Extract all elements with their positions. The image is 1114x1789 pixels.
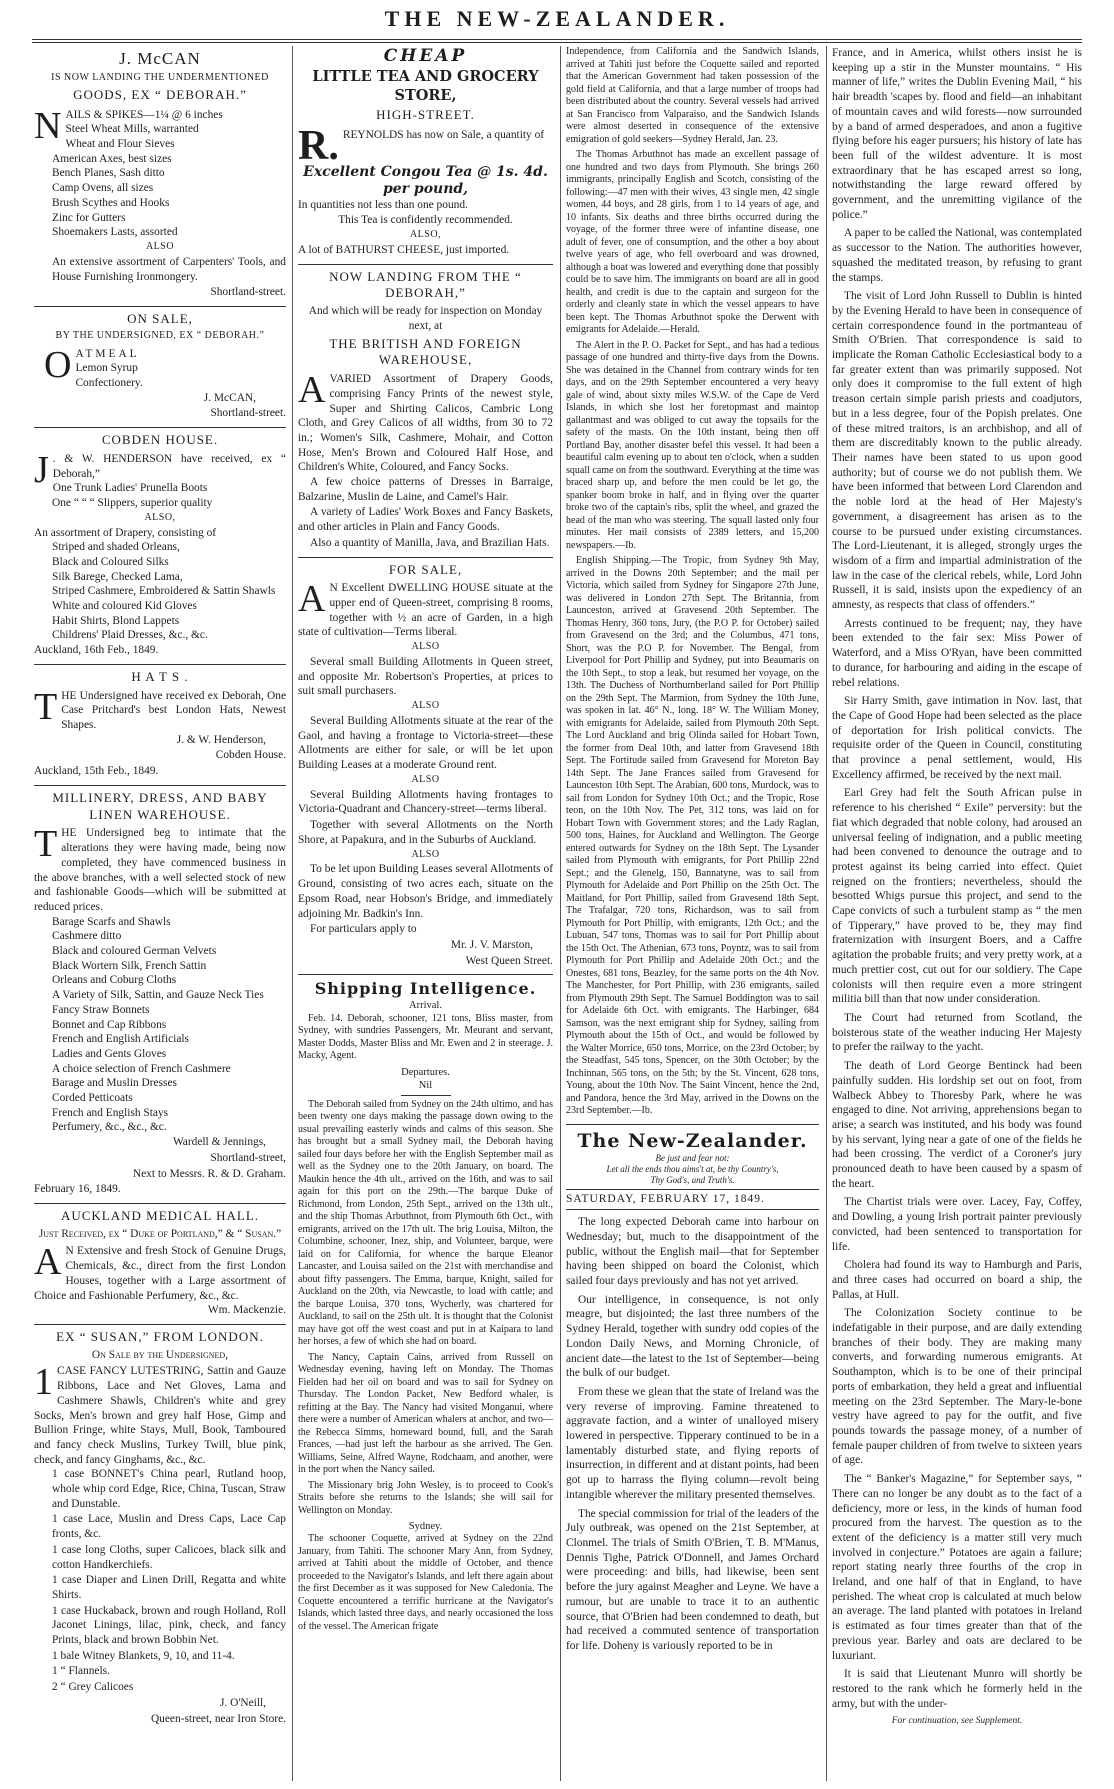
- motto-line: Thy God's, and Truth's.: [650, 1174, 735, 1185]
- column-2: [298, 46, 553, 1781]
- editorial-text: Our intelligence, in consequence, is not only meagre, but disjointed; the last three numbers of the Sydney Herald, together with sundry odd copies of the London Daily News, and Morning Chronicle, of ancient date—the latest to the 1st of September—being the bulk of our budget.: [566, 1293, 819, 1380]
- ad-line: French and English Stays: [52, 1106, 169, 1119]
- ad-text: CASE FANCY LUTESTRING, Sattin and Gauze Ribbons, Lace and Net Gloves, Lama and Cashmere Shawls, Children's white and grey Socks, Men's brown and grey half Hose, Gimp and Bullion Fringe, white Stays, Mull, Book, Tamboured and fancy check Muslins, Turkey Twill, blue pink, check, and fancy Ginghams, &c., &c.: [34, 1365, 286, 1466]
- ad-heading: H A T S .: [131, 668, 189, 684]
- news-text: Independence, from California and the Sandwich Islands, arrived at Tahiti just before the Coquette sailed and reported that the American Government had taken possession of the gold field at California, and that a large number of troops had been distributed about the country. Several vessels had arrived at San Francisco from Valparaiso, and the Sandwich Islands were almost deserted in consequence of the extensive emigration of gold seekers—Sydney Herald, Jan. 23.: [566, 46, 819, 145]
- ad-text: In quantities not less than one pound.: [298, 198, 468, 211]
- ad-signature: Wardell & Jennings,: [172, 1136, 266, 1149]
- ad-cobden: [34, 432, 286, 658]
- motto-line: Let all the ends thou aims't at, be thy Country's,: [606, 1163, 779, 1174]
- continuation-note: For continuation, see Supplement.: [891, 1716, 1023, 1727]
- drop-cap: A: [298, 369, 326, 412]
- ad-text: HE Undersigned beg to intimate that the alterations they were having made, being now completed, they have commenced business in the above branches, with a well selected stock of new and fashionable Goods—which will be submitted at reduced prices.: [34, 827, 286, 913]
- ad-medical-hall: [34, 1208, 286, 1318]
- ad-line: Bonnet and Cap Ribbons: [52, 1018, 167, 1031]
- editorial-text: The long expected Deborah came into harbour on Wednesday; but, much to the disappointment of the public, without the English mail—that for September having been shipped on board the Colonist, which sailed four days previously and has not yet arrived.: [566, 1216, 819, 1288]
- drop-cap: O: [44, 343, 72, 386]
- ad-line: Black and coloured German Velvets: [52, 945, 217, 958]
- ad-millinery: [34, 790, 286, 1197]
- ad-heading: CHEAP: [383, 46, 468, 66]
- also-label: ALSO: [411, 773, 440, 785]
- ad-subheading: IS NOW LANDING THE UNDERMENTIONED: [51, 71, 269, 83]
- ad-cheap-store: [298, 46, 553, 258]
- ad-subheading: BY THE UNDERSIGNED, EX “ DEBORAH.”: [55, 329, 265, 341]
- ad-text: N Extensive and fresh Stock of Genuine Drugs, Chemicals, &c., direct from the first London Houses, together with a Large assortment of Choice and Fashionable Perfumery, &c., &c.: [34, 1245, 286, 1302]
- ad-line: Wheat and Flour Sieves: [65, 137, 175, 150]
- masthead: THE NEW-ZEALANDER.: [384, 6, 730, 31]
- ad-subheading: On Sale by the Undersigned,: [91, 1348, 229, 1361]
- news-text: The Nancy, Captain Cains, arrived from Russell on Wednesday evening, having left on Monday. The Thomas Fielden had her oil on board and was to sail for Sydney on Thursday. The London Packet, New Bedford whaler, is refitting at the Bay. The Nancy had visited Monganui, where there were a number of American whalers at anchor, and two—the Rebecca Simms, homeward bound, full, and the Sarah Frances, —had just left the harbour as she arrived. The Gen. Williams, Seine, Alfred Wayne, Rodchaam, and another, were in the port when the Nancy sailed.: [298, 1351, 553, 1476]
- ad-susan: [34, 1329, 286, 1726]
- ad-subheading: GOODS, EX “ DEBORAH.”: [73, 86, 247, 102]
- subsection-text: Nil: [418, 1079, 433, 1091]
- also-label: ALSO: [145, 240, 175, 252]
- ad-text: 1 case Lace, Muslin and Dress Caps, Lace Cap fronts, &c.: [52, 1513, 286, 1541]
- ad-signature: J. & W. Henderson,: [176, 733, 266, 746]
- ad-text: Several small Building Allotments in Queen street, and opposite Mr. Robertson's Properties, at prices to suit small purchasers.: [298, 656, 553, 698]
- editorial-continued: [832, 46, 1082, 1711]
- top-rule-double: [32, 42, 1082, 43]
- ad-heading: COBDEN HOUSE.: [101, 432, 219, 448]
- also-label: ALSO,: [144, 511, 176, 523]
- ad-line: Barage Scarfs and Shawls: [52, 915, 171, 928]
- column-1: [34, 46, 286, 1781]
- ad-text: VARIED Assortment of Drapery Goods, comprising Fancy Prints of the newest style, Super and Shirting Calicos, Cambric Long Cloth, and Grey Calicos of all widths, from 30 to 72 in.; Women's Silk, Cashmere, Mohair, and Cotton Hose, Men's Brown and Coloured Half Hose, and Children's White, Coloured, and Fancy Socks.: [298, 373, 553, 474]
- ad-text: . & W. HENDERSON have received, ex “ Deborah,”: [52, 452, 286, 480]
- ad-text: 1 “ Flannels.: [52, 1665, 110, 1678]
- separator: [34, 1203, 286, 1204]
- ad-text: For particulars apply to: [310, 923, 417, 936]
- editorial-text: A paper to be called the National, was contemplated as successor to the Nation. The authorities however, squashed the meditated treason, by refusing to grant the stamps.: [832, 227, 1082, 284]
- drop-cap: J: [34, 448, 49, 491]
- separator: [34, 1324, 286, 1325]
- ad-line: An assortment of Drapery, consisting of: [34, 526, 217, 539]
- ad-line: Bench Planes, Sash ditto: [52, 167, 165, 180]
- ad-signature: Cobden House.: [215, 749, 286, 762]
- section-heading: Shipping Intelligence.: [314, 979, 537, 999]
- ad-text: Several Building Allotments having frontages to Victoria-Quadrant and Chancery-street—terms liberal.: [298, 788, 553, 816]
- ad-heading: EX “ SUSAN,” FROM LONDON.: [56, 1328, 264, 1344]
- ad-line: Silk Barege, Checked Lama,: [52, 570, 183, 583]
- ad-text: 1 case long Cloths, super Calicoes, black silk and cotton Handkerchiefs.: [52, 1543, 286, 1571]
- ad-signature: Queen-street, near Iron Store.: [150, 1712, 286, 1725]
- ad-line: One Trunk Ladies' Prunella Boots: [52, 482, 208, 495]
- separator: [34, 785, 286, 786]
- ad-text: A variety of Ladies' Work Boxes and Fancy Baskets, and other articles in Plain and Fancy Goods.: [298, 506, 553, 534]
- ad-text: REYNOLDS has now on Sale, a quantity of: [342, 129, 545, 142]
- column-divider: [560, 46, 561, 1781]
- ad-subheading: Just Received, ex “ Duke of Portland,” & “ Susan.”: [38, 1227, 282, 1240]
- ad-line: Orleans and Coburg Cloths: [52, 974, 177, 987]
- editorial-text: From these we glean that the state of Ireland was the very reverse of improving. Famine threatened to aggravate faction, and a winter of unalloyed misery lowered in perspective. Tipperary continued to be in a lamentably disturbed state, and flying reports of insurrection, in different and at distant points, had been got up to harrass the flying column—revolt being intangible wherever the military presented themselves.: [566, 1385, 819, 1501]
- ad-text: A lot of BATHURST CHEESE, just imported.: [298, 243, 510, 256]
- editorial-text: Sir Harry Smith, gave intimation in Nov. last, that the Cape of Good Hope had been selected as the place of deportation for Irish political convicts. The requisite order of the Queen in Council, constituting that province a penal settlement, would, His Excellency affirmed, be received by the next mail.: [832, 695, 1082, 781]
- ad-text: Together with several Allotments on the North Shore, at Papakura, and in the Suburbs of Auckland.: [298, 819, 553, 846]
- subsection-heading: Sydney.: [408, 1521, 443, 1533]
- ad-line: One “ “ “ Slippers, superior quality: [52, 496, 213, 509]
- top-rule: [32, 39, 1082, 40]
- separator: [34, 306, 286, 307]
- also-label: ALSO,: [409, 229, 442, 241]
- ad-line: Barage and Muslin Dresses: [52, 1077, 177, 1090]
- short-rule: [401, 1095, 451, 1096]
- ad-line: American Axes, best sizes: [52, 152, 172, 165]
- drop-cap: R.: [298, 123, 339, 170]
- ad-line: Black and Coloured Silks: [52, 555, 169, 568]
- ad-signature: J. O'Neill,: [219, 1696, 266, 1709]
- ad-line: Black Wortern Silk, French Sattin: [52, 959, 207, 972]
- ad-signature: J. McCAN,: [203, 391, 256, 404]
- ad-text: 1 case Huckaback, brown and rough Holland, Roll Jaconet Linings, lilac, pink, check, and fancy Prints, black and brown Bobbin Net.: [52, 1604, 286, 1647]
- also-label: ALSO: [411, 641, 440, 653]
- ad-line: Striped Cashmere, Embroidered & Sattin Shawls: [52, 585, 276, 598]
- ad-text: A few choice patterns of Dresses in Barraige, Balzarine, Muslin de Laine, and Camel's Hair.: [298, 476, 553, 503]
- editorial-text: The Court had returned from Scotland, the boisterous state of the weather inducing Her Majesty to prefer the railway to the yacht.: [832, 1012, 1082, 1054]
- news-text: The schooner Coquette, arrived at Sydney on the 22nd January, from Tahiti. The schooner Mary Ann, from Sydney, arrived at Tahiti about the middle of October, and thence proceeded to the Navigator's Islands, and left there again about the first December as it was supposed for New Caledonia. The Coquette encountered a terrific hurricane at the Navigator's Islands, which lasted three days, and nearly occasioned the loss of the vessel. The American frigate: [298, 1533, 553, 1632]
- separator: [298, 974, 553, 975]
- editorial-text: The death of Lord George Bentinck had been painfully sudden. His lordship set out on foot, from Walbeck Abbey to Thoresby Park, where he was engaged to dine. Not arriving, apprehensions began to arise; a search was instituted, and his body was found by his servant, lying near a gate of one of the fields he had been crossing. The verdict of a Coroner's jury pronounced death to have been caused by a spasm of the heart.: [832, 1060, 1082, 1190]
- ad-date: February 16, 1849.: [34, 1183, 121, 1196]
- ad-text: To be let upon Building Leases several Allotments of Ground, consisting of two acres each, situate on the Epsom Road, near Hobson's Bridge, and immediately adjoining Mr. Badkin's Inn.: [298, 863, 553, 920]
- ad-text: An extensive assortment of Carpenters' Tools, and House Furnishing Ironmongery.: [52, 255, 286, 283]
- news-text: The Missionary brig John Wesley, is to proceed to Cook's Straits before she returns to the Islands; she will sail for Wellington on Monday.: [298, 1479, 553, 1516]
- ad-line: Steel Wheat Mills, warranted: [65, 123, 199, 136]
- ad-signature: Shortland-street.: [210, 286, 286, 299]
- ad-signature: Shortland-street,: [210, 1151, 286, 1164]
- separator: [34, 427, 286, 428]
- ad-highlight: Excellent Congou Tea @ 1s. 4d. per pound,: [303, 164, 548, 197]
- ad-line: AILS & SPIKES—1¼ @ 6 inches: [65, 108, 223, 121]
- ad-heading: MILLINERY, DRESS, AND BABY LINEN WAREHOUSE.: [52, 789, 268, 822]
- ad-text: HE Undersigned have received ex Deborah, One Case Pritchard's best London Hats, Newest Shapes.: [61, 689, 286, 732]
- ad-line: Lemon Syrup: [75, 362, 138, 375]
- ad-line: Childrens' Plaid Dresses, &c., &c.: [52, 629, 208, 642]
- ad-heading: J. McCAN: [119, 49, 201, 68]
- shipping-news-continued: [566, 46, 819, 1118]
- ad-signature: West Queen Street.: [465, 954, 553, 967]
- ad-line: ATMEAL: [75, 347, 140, 360]
- editorial-text: Arrests continued to be frequent; nay, they have been extended to the fair sex: Miss Power of Waterford, and a Miss O'Ryan, have been committed to durance, for harbouring and aiding in the escape of rebel relations.: [832, 617, 1082, 689]
- ad-date: Auckland, 15th Feb., 1849.: [34, 765, 159, 778]
- news-text: The Alert in the P. O. Packet for Sept., and has had a tedious passage of one hundred and thirty-five days from the Downs. She was detained in the Channel from contrary winds for ten days, and on the 29th September encountered a very heavy gale of wind, about sixty miles W.S.W. of the Cape de Verd Islands, in which she lost her foretopmast and maintop gallantmast and was obliged to cut away the topsails for the safety of the masts. On the 10th instant, being then off Portland Bay, another disaster befel this vessel. It had been a beautiful calm evening up to about ten o'clock, when a sudden squall came on from the southward. Everything at the time was braced sharp up, and before the men could be let go, the spanker boom broke in half, and in flying over the quarter broke two of the captain's ribs, split the wheel, and grazed the head of the man who was steering. The squall lasted only four minutes. Her mail consists of 2389 letters, and 15,200 newspapers.—Ib.: [566, 339, 819, 551]
- ad-text: 1 case Diaper and Linen Drill, Regatta and white Shirts.: [52, 1574, 286, 1601]
- ad-onsale: [34, 311, 286, 421]
- drop-cap: A: [298, 578, 326, 621]
- ad-text: Several Building Allotments situate at the rear of the Gaol, and having a frontage to Victoria-street—these Allotments are either for sale, or will be let upon Building Leases at a moderate Ground rent.: [298, 715, 553, 772]
- ad-subheading: HIGH-STREET.: [376, 107, 475, 123]
- ad-line: Perfumery, &c., &c., &c.: [52, 1121, 167, 1134]
- ad-hats: [34, 669, 286, 779]
- ad-line: Striped and shaded Orleans,: [52, 541, 180, 554]
- editorial-text: Earl Grey had felt the South African pulse in reference to his cherished “ Exile” perversity: but the fiat which degraded that noble colony, had aroused an universal feeling of indignation, and a public meeting had been convened to denounce the outrage and to protest against its being carried into effect. Quiet reigned on the frontiers; nevertheless, should the besotted Whigs pursue this project, and send to the Cape convicts of such a turbulent stamp as “ the men of Tipperary,” have proved to be, they may find fraternization with insurgent Boers, and a Caffre agitation the probable fruits; and very pretty work, at a much prettier cost, cut out for our soldiery. The Cape colonists will then require even a more stringent militia bill than that now under consideration.: [832, 787, 1082, 1006]
- ad-line: Corded Petticoats: [52, 1092, 133, 1105]
- news-text: The Thomas Arbuthnot has made an excellent passage of one hundred and two days from Plymouth. She brings 260 immigrants, principally English and Scotch, consisting of the following:—47 men with their wives, 43 single men, 42 single women, 44 boys, and 28 girls, from 1 to 14 years of age, and 10 infants. Six deaths and three births occurred during the voyage, of the former three were of infantine disease, one adult of fever, one of consumption, and the other a boy about twelve years of age, who fell overboard and was drowned, although a boat was lowered and everything done that possibly could be to save him. The immigrants on board are all in good health, and credit is due to the captain and surgeon for the orderly and cleanly state in which the vessel appears to have been kept. The Thomas Arbuthnot spoke the Derwent with emigrants for Adelaide.—Herald.: [566, 149, 819, 335]
- ad-line: Brush Scythes and Hooks: [52, 196, 170, 209]
- subsection-heading: Arrival.: [409, 1000, 442, 1012]
- ad-text: 1 case BONNET's China pearl, Rutland hoop, whole whip cord Edge, Rice, China, Tuscan, Straw and Dunstable.: [52, 1468, 286, 1510]
- editorial-text: France, and in America, whilst others insist he is keeping up a stir in the Munster mountains. “ His manner of life,” writes the Dublin Evening Mail, “ his hair breadth 'scapes by. flood and field—an inhabitant of mountain caves and wild forests—now surrounded by a band of armed desperadoes, and anon a fugitive flying before his eager pursuers; his history of late has been full of the wildest adventure. It is most extraordinary that he has escaped arrest so long, notwithstanding the large reward offered by government, and the unremitting vigilance of the police.”: [832, 47, 1082, 221]
- ad-line: Zinc for Gutters: [52, 211, 126, 224]
- shipping-intelligence: [298, 979, 553, 1633]
- ad-line: Shoemakers Lasts, assorted: [52, 226, 178, 239]
- editorial-text: The “ Banker's Magazine,” for September says, “ There can no longer be any doubt as to the fact of a deficiency, more or less, in the kinds of human food procured from the harvest. The question as to the extent of the deficiency is a matter still very much involved in conjecture.” Potatoes are again a failure; report stating nearly three fourths of the crop in Ireland, and one half of that in England, to have perished. The wheat crop is calculated at much below an average. The land planted with potatoes in Ireland is estimated as four times greater than that of the previous year. Barley and oats are declared to be luxuriant.: [832, 1473, 1082, 1662]
- subsection-heading: Departures.: [401, 1066, 450, 1078]
- ad-for-sale-property: [298, 562, 553, 969]
- issue-date: SATURDAY, FEBRUARY 17, 1849.: [566, 1189, 819, 1210]
- ad-text: And which will be ready for inspection on Monday next, at: [308, 305, 543, 332]
- editorial-text: It is said that Lieutenant Munro will shortly be restored to the rank which he formerly held in the army, but with the under-: [832, 1668, 1082, 1710]
- ad-british-foreign-warehouse: [298, 269, 553, 551]
- separator: [566, 1124, 819, 1125]
- ad-text: This Tea is confidently recommended.: [338, 214, 513, 227]
- editorial-text: The Colonization Society continue to be indefatigable in their purpose, and are daily extending branches of their body. They are making many converts, and forwarding numerous emigrants. At Southampton, which is to be one of their principal ports of embarkation, they held a great and influential meeting on the 23rd September. The Mary-le-bone vestry have agreed to pay for the outfit, and five pounds towards the passage money, of a number of female pauper children of from twelve to sixteen years of age.: [832, 1307, 1082, 1467]
- separator: [298, 557, 553, 558]
- ad-text: N Excellent DWELLING HOUSE situate at the upper end of Queen-street, comprising 8 rooms, together with ½ an acre of Garden, in a high state of cultivation—Terms liberal.: [298, 582, 553, 639]
- ad-heading: ON SALE,: [127, 310, 193, 326]
- column-4: [832, 46, 1082, 1781]
- drop-cap: T: [34, 685, 58, 728]
- ad-heading: AUCKLAND MEDICAL HALL.: [60, 1207, 260, 1223]
- drop-cap: T: [34, 823, 58, 866]
- ad-text: 1 bale Witney Blankets, 9, 10, and 11-4.: [52, 1649, 235, 1662]
- editorial-text: The special commission for trial of the leaders of the July outbreak, was opened on the 21st September, at Clonmel. The trials of Smith O'Brien, T. B. M'Manus, Dennis Tighe, Patrick O'Donnell, and James Orchard were proceeding: and bills, had likewise, been sent before the jury against Meagher and Leyne. We have a rumour, but are unable to trace it to an authentic source, that O'Brien had been condemned to death, but had received a commuted sentence of transportation for life. Doheny is variously reported to be in: [566, 1507, 819, 1652]
- editorial: [566, 1215, 819, 1653]
- motto-line: Be just and fear not:: [655, 1153, 730, 1163]
- news-text: The Deborah sailed from Sydney on the 24th ultimo, and has been twenty one days making the passage down owing to the usual prevailing easterly winds and calms of this season. She has brought but a small Sydney mail, the Deborah having sailed four days before her with the English September mail as well as the Sydney one to the 20th January, on board. The Maukin hence the 4th ult., arrived on the 16th, and was to sail again for this port on the 29th.—The barque Duke of Richmond, from London, 25th Sept., arrived on the 13th ult., and the ship Thomas Arbuthnot, from Plymouth 6th Oct., with emigrants, arrived on the 17th ult. The brig Louisa, Milton, the Columbine, schooner, Inez, ship, and Volunteer, barque, were laid on for California, for whence the barque Eleanor Lancaster, and Louisa sailed on the 21st with merchandise and about fifty passengers. The Emma, barque, Knight, sailed for Auckland on the 20th, via Newcastle, to load with cattle; and the barque Louisa, 370 tons, Wycherly, was chartered for Auckland, to sail on the 25th ult. It is thought that the Colonist may have got off the west coast and put in at Kaipara to land her horses, a few of which she had on board.: [298, 1098, 553, 1348]
- column-divider: [826, 46, 827, 1781]
- drop-cap: N: [34, 104, 62, 147]
- ad-line: Ladies and Gents Gloves: [52, 1047, 167, 1060]
- separator: [298, 264, 553, 265]
- ad-mccan: [34, 48, 286, 300]
- editorial-text: The Chartist trials were over. Lacey, Fay, Coffey, and Dowling, a young Irish portrait painter previously convicted, had been sentenced to transportation for life.: [832, 1196, 1082, 1253]
- ad-signature: Wm. Mackenzie.: [207, 1304, 286, 1317]
- paper-title: The New-Zealander.: [577, 1129, 808, 1152]
- ad-line: Cashmere ditto: [52, 930, 122, 943]
- ad-subheading: LITTLE TEA AND GROCERY STORE,: [312, 67, 539, 104]
- column-divider: [292, 46, 293, 1781]
- column-3: [566, 46, 819, 1781]
- ad-line: A Variety of Silk, Sattin, and Gauze Neck Ties: [52, 989, 264, 1002]
- ad-line: Habit Shirts, Blond Lappets: [52, 614, 180, 627]
- news-text: English Shipping.—The Tropic, from Sydney 9th May, arrived in the Downs 20th September; and the mail per Victoria, which sailed from Sydney for Singapore 27th June, was delivered in London 27th Sept. The Britannia, from Launceston, arrived at Gravesend 20th September. The Thomas Henry, 360 tons, Jury, (the P.O P. for October) sailed from Gravesend on the 3rd; and the Columbus, 471 tons, Short, was the P.O P. for November. The Bengal, from Liverpool for Port Phillip and Sydney, put into Beaumaris on the 10th Sept., to stop a leak, but resumed her voyage, on the 13th. The Duchess of Northumberland sailed for Port Phillip on the 29th Sept. The Marmion, from Sydney the 10th June, was spoken in lat. 46° N., long. 18° W. The William Money, with emigrants for Adelaide, sailed from Plymouth 20th Sept. The Lord Auckland and brig Olinda sailed for Hobart Town, the former from Deal 10th, and latter from Gravesend 18th Sept. The Fortitude sailed from Gravesend for Moreton Bay 14th Sept. The Jane Frances sailed from Gravesend for Launceston 10th Sept. The Arabian, 600 tons, Murdock, was to sail from London for Sydney 10th Oct.; and the Tropic, Rose teon, on the 10th Nov. The Pet, 312 tons, was laid on for Hobart Town with Government stores; and the Lady Raglan, 500 tons, Haines, for Auckland and Wellington. The George entered outwards for Sydney on the 18th Sept. The Lysander sailed from Plymouth with emigrants, for Port Phillip 22nd Sept.; and the Glenelg, 150, Bannatyne, was to sail from Plymouth for Adelaide and Port Phillip on the 25th Oct. The Maitland, for Port Phillip, sailed from Gravesend 18th Sept. The Trafalgar, 720 tons, Richardson, was to sail from Plymouth for Port Phillip, with emigrants, 12th Oct.; and the Lubuan, 547 tons, Thomas was to sail for Port Phillip about the 15th Oct. The Athenian, 673 tons, Poyntz, was to sail from Plymouth for Port Phillip and Adelaide 20th Oct.; and the Onestes, 681 tons, Beazley, for the same ports on the 4th Nov. The Manchester, for Port Phillip, with 236 emigrants, sailed from Plymouth 29th Sept. The Samuel Boddington was to sail for Adelaide 6th Oct. with emigrants. The Harbinger, 684 Samson, was the next emigrant ship for Sydney, sailing from Plymouth about the 15th of Oct., and would be followed by the Walter Morrice, 650 tons, Morrice, on the 23rd October; by the Steadfast, 545 tons, Spencer, on the 30th October; by the Inchinnan, 565 tons, on the 5th; by the St. Vincent, 628 tons, Young, about the 10th Nov. The Saint Vincent, hence the 2nd, and Pandora, hence the 3rd May, arrived in the Downs on the 23rd September.—Ib.: [566, 555, 819, 1116]
- ad-heading: NOW LANDING FROM THE “ DEBORAH,”: [329, 268, 522, 301]
- ad-line: Confectionery.: [75, 376, 143, 389]
- ad-line: French and English Artificials: [52, 1033, 189, 1046]
- ad-subheading: THE BRITISH AND FOREIGN WAREHOUSE,: [329, 335, 522, 368]
- ad-signature: Next to Messrs. R. & D. Graham.: [132, 1167, 286, 1180]
- also-label: ALSO: [411, 848, 440, 860]
- drop-cap: 1: [34, 1361, 53, 1404]
- ad-text: 2 “ Grey Calicoes: [52, 1681, 134, 1694]
- ad-signature: Mr. J. V. Marston,: [450, 938, 533, 951]
- editorial-text: Cholera had found its way to Hamburgh and Paris, and three cases had occurred on board a ship, the Pallas, at Hull.: [832, 1259, 1082, 1301]
- ad-line: Fancy Straw Bonnets: [52, 1003, 150, 1016]
- ad-line: A choice selection of French Cashmere: [52, 1062, 231, 1075]
- ad-line: White and coloured Kid Gloves: [52, 600, 197, 613]
- separator: [34, 664, 286, 665]
- editorial-text: The visit of Lord John Russell to Dublin is hinted by the Evening Herald to have been in consequence of certain correspondence found in the portmanteau of Smith O'Brien. That correspondence is said to implicate the Roman Catholic Ecclesiastical body to a far greater extent than was primarily supposed. Not only does it compromise to the full extent of high treason certain simple parish priests and coadjutors, but in a less degree, four of the Popish prelates. One of these mitred traitors, is an archbishop, and all of them are discreditably known to the public already. Their names have been stated to us upon good authority; but of course we do not publish them. We have been informed that between Lord Clarendon and the noble lord at the head of Her Majesty's government, a disagreement has arisen as to the course to be pursued under existing circumstances. The Lord-Lieutenant, it is alleged, strongly urges the wisdom of a firm and impartial administration of the law in the case of the clerical rebels, while, Lord John Russell, it is said, insists upon the expediency of an amnesty, as respects that class of offenders.”: [832, 290, 1082, 612]
- also-label: ALSO: [411, 700, 440, 712]
- drop-cap: A: [34, 1241, 62, 1284]
- ad-signature: Shortland-street.: [210, 407, 286, 420]
- ad-heading: FOR SALE,: [388, 561, 463, 577]
- ad-date: Auckland, 16th Feb., 1849.: [34, 644, 159, 657]
- news-text: Feb. 14. Deborah, schooner, 121 tons, Bliss master, from Sydney, with sundries Passengers, Mr. Meurant and servant, Master Dodds, Master Bliss and Mr. Ewen and 2 in steerage. J. Macky, Agent.: [298, 1012, 553, 1062]
- ad-line: Camp Ovens, all sizes: [52, 182, 154, 195]
- ad-text: Also a quantity of Manilla, Java, and Brazilian Hats.: [310, 536, 550, 549]
